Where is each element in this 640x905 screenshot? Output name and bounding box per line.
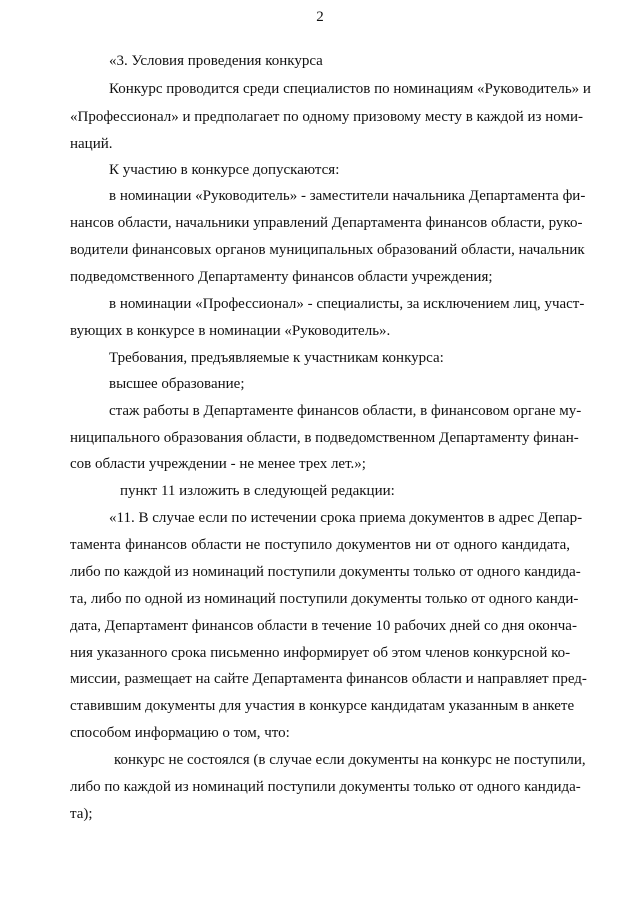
text-line: либо по каждой из номинаций поступили документы только от одного кандида- [70, 564, 581, 580]
text-line: «Профессионал» и предполагает по одному призовому месту в каждой из номи- [70, 109, 583, 125]
text-line: водители финансовых органов муниципальных образований области, начальник [70, 242, 585, 258]
text-line: ния указанного срока письменно информирует об этом членов конкурсной ко- [70, 645, 571, 661]
text-line: пункт 11 изложить в следующей редакции: [120, 483, 395, 499]
text-line: высшее образование; [109, 376, 245, 392]
text-line: ниципального образования области, в подведомственном Департаменту финан- [70, 430, 579, 446]
text-line: К участию в конкурсе допускаются: [109, 162, 340, 178]
text-line: вующих в конкурсе в номинации «Руководитель». [70, 323, 391, 339]
text-line: Конкурс проводится среди специалистов по номинациям «Руководитель» и [109, 81, 591, 97]
page-number: 2 [316, 9, 324, 25]
text-line: стаж работы в Департаменте финансов области, в финансовом органе му- [109, 403, 582, 419]
text-line: в номинации «Руководитель» - заместители начальника Департамента фи- [109, 188, 586, 204]
text-line: та, либо по одной из номинаций поступили документы только от одного канди- [70, 591, 579, 607]
text-line: та); [70, 806, 93, 822]
text-line: Требования, предъявляемые к участникам конкурса: [109, 350, 444, 366]
text-line: подведомственного Департаменту финансов области учреждения; [70, 269, 493, 285]
text-line: «11. В случае если по истечении срока приема документов в адрес Депар- [109, 510, 583, 526]
text-line: способом информацию о том, что: [70, 725, 290, 741]
text-line: сов области учреждении - не менее трех лет.»; [70, 456, 366, 472]
text-line: в номинации «Профессионал» - специалисты, за исключением лиц, участ- [109, 296, 585, 312]
text-line: нансов области, начальники управлений Департамента финансов области, руко- [70, 215, 583, 231]
section-heading: «3. Условия проведения конкурса [109, 53, 323, 69]
text-line: дата, Департамент финансов области в течение 10 рабочих дней со дня оконча- [70, 618, 577, 634]
text-line: тамента финансов области не поступило документов ни от одного кандидата, [70, 537, 570, 553]
text-line: ставившим документы для участия в конкурсе кандидатам указанным в анкете [70, 698, 575, 714]
text-line: либо по каждой из номинаций поступили документы только от одного кандида- [70, 779, 581, 795]
text-line: конкурс не состоялся (в случае если документы на конкурс не поступили, [114, 752, 586, 768]
text-line: наций. [70, 136, 113, 152]
text-line: миссии, размещает на сайте Департамента финансов области и направляет пред- [70, 671, 587, 687]
